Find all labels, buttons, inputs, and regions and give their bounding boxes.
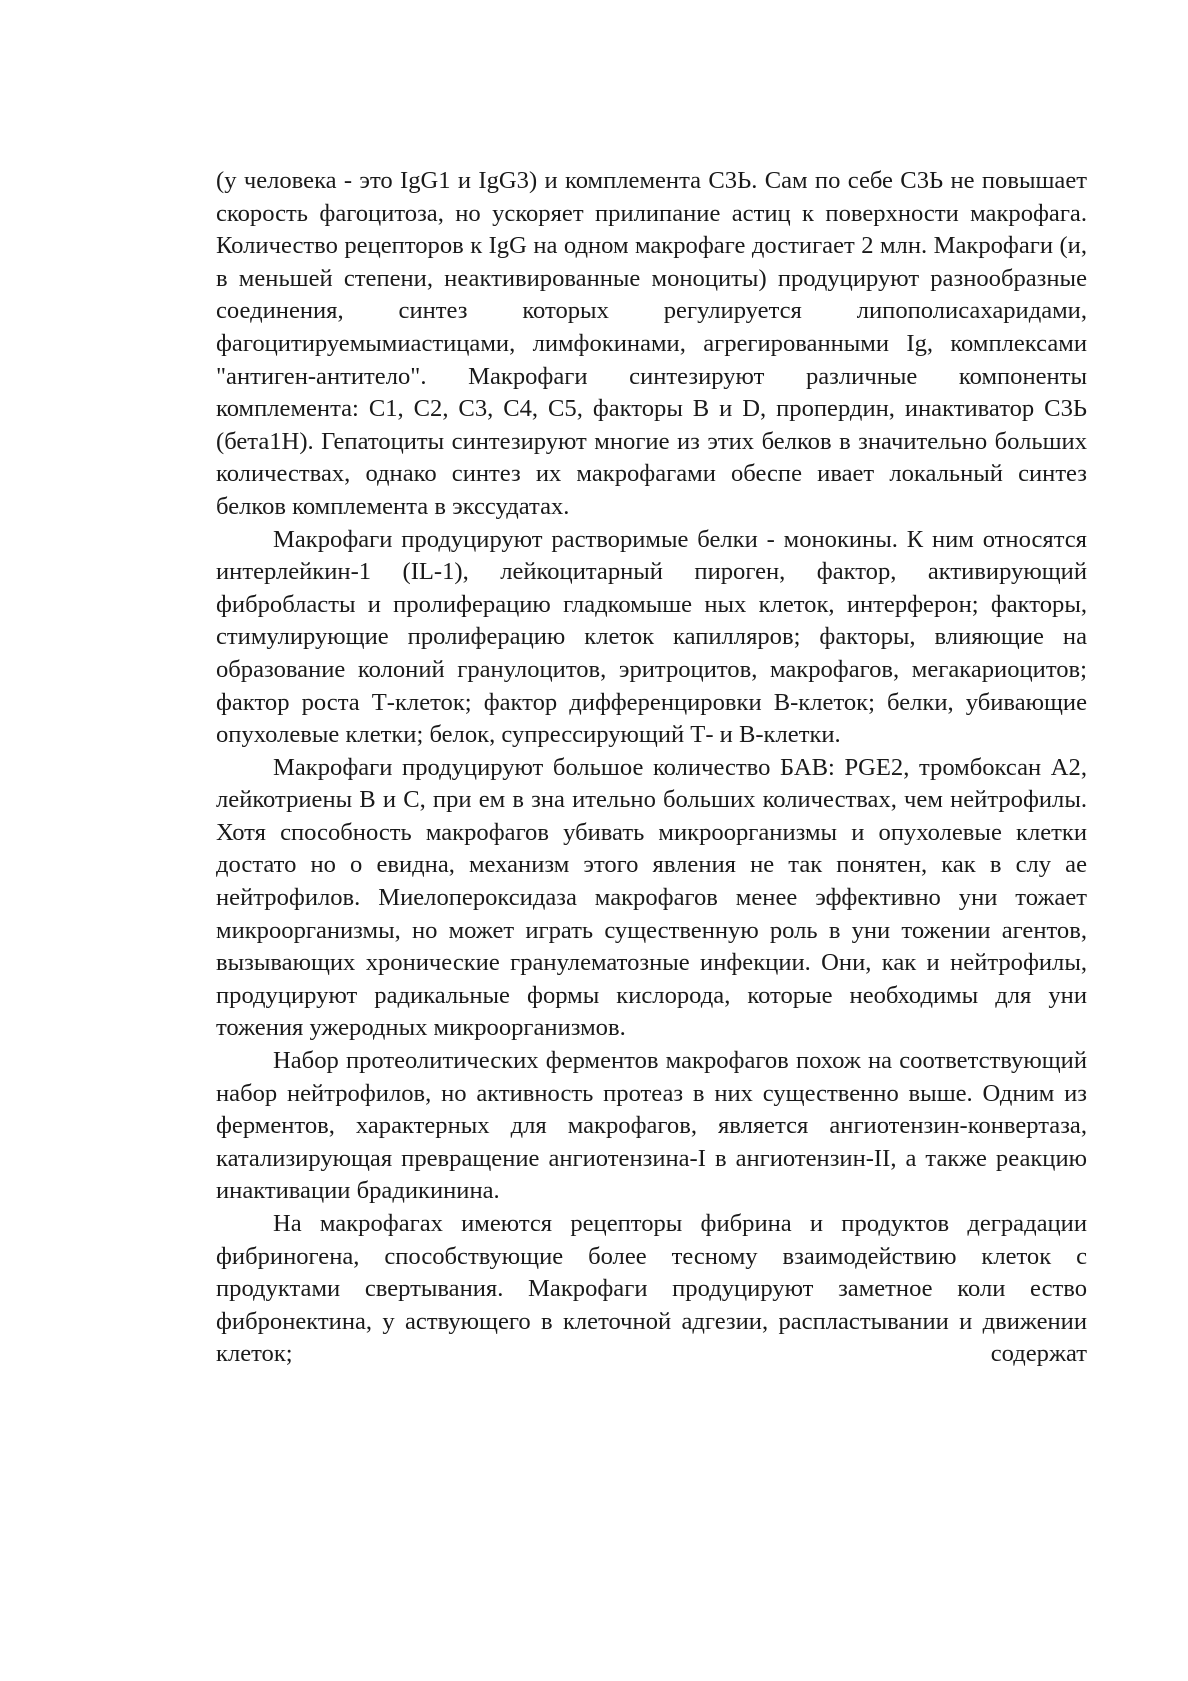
- paragraph-proteolytic-enzymes: Набор протеолитических ферментов макрофагов похож на соответствующий набор нейтрофилов, но активность протеаз в них существенно выше. Одним из ферментов, характерных для макрофагов, является ангиотензин-конвертаза, катализирующая превращение ангиотензина-I в ангиотензин-II, а также реакцию инактивации брадикинина.: [216, 1047, 1087, 1205]
- document-page: [216, 165, 1087, 1371]
- paragraph-complement-receptors: (у человека - это IgG1 и IgG3) и комплемента С3Ь. Сам по себе С3Ь не повышает скорость фагоцитоза, но ускоряет прилипание астиц к поверхности макрофага. Количество рецепторов к IgG на одном макрофаге достигает 2 млн. Макрофаги (и, в меньшей степени, неактивированные моноциты) продуцируют разнообразные соединения, синтез которых регулируется липополисахаридами, фагоцитируемымиастицами, лимфокинами, агрегированными Ig, комплексами "антиген-антитело". Макрофаги синтезируют различные компоненты комплемента: С1, С2, С3, С4, С5, факторы В и D, пропердин, инактиватор С3Ь (бета1Н). Гепатоциты синтезируют многие из этих белков в значительно больших количествах, однако синтез их макрофагами обеспе ивает локальный синтез белков комплемента в экссудатах.: [216, 167, 1087, 520]
- paragraph-fibrin-receptors: На макрофагах имеются рецепторы фибрина и продуктов деградации фибриногена, способствующие более тесному взаимодействию клеток с продуктами свертывания. Макрофаги продуцируют заметное коли ество фибронектина, у аствующего в клеточной адгезии, распластывании и движении клеток; содержат: [216, 1210, 1087, 1368]
- paragraph-bioactive-substances: Макрофаги продуцируют большое количество БАВ: PGE2, тромбоксан А2, лейкотриены В и С, при ем в зна ительно больших количествах, чем нейтрофилы. Хотя способность макрофагов убивать микроорганизмы и опухолевые клетки достато но о евидна, механизм этого явления не так понятен, как в слу ае нейтрофилов. Миелопероксидаза макрофагов менее эффективно уни тожает микроорганизмы, но может играть существенную роль в уни тожении агентов, вызывающих хронические гранулематозные инфекции. Они, как и нейтрофилы, продуцируют радикальные формы кислорода, которые необходимы для уни тожения ужеродных микроорганизмов.: [216, 753, 1087, 1042]
- paragraph-monokines: Макрофаги продуцируют растворимые белки - монокины. К ним относятся интерлейкин-1 (IL-1), лейкоцитарный пироген, фактор, активирующий фибробласты и пролиферацию гладкомыше ных клеток, интерферон; факторы, стимулирующие пролиферацию клеток капилляров; факторы, влияющие на образование колоний гранулоцитов, эритроцитов, макрофагов, мегакариоцитов; фактор роста Т-клеток; фактор дифференцировки В-клеток; белки, убивающие опухолевые клетки; белок, супрессирующий Т- и В-клетки.: [216, 525, 1087, 749]
